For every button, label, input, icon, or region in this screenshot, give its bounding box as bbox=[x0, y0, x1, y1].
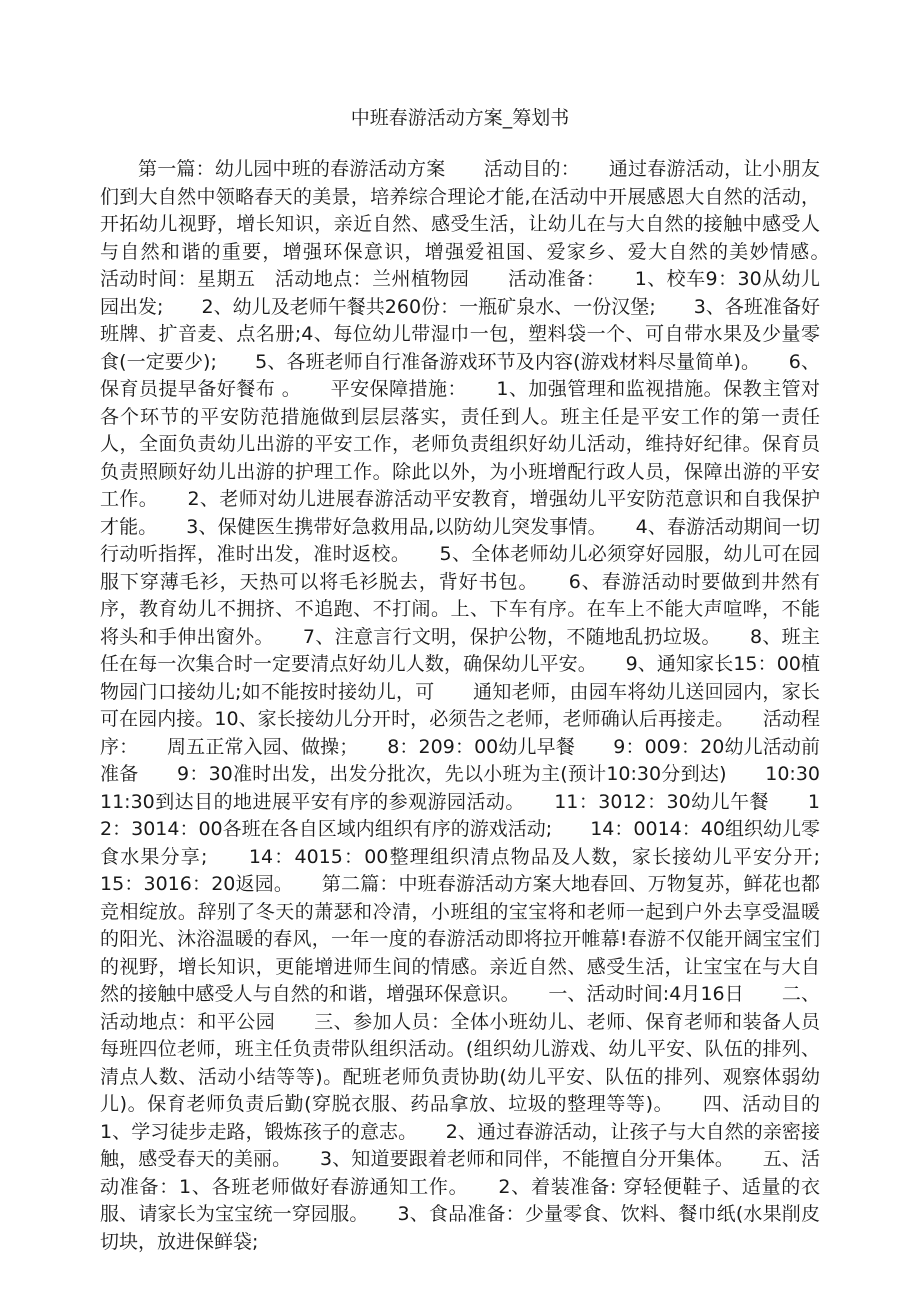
document-title: 中班春游活动方案_筹划书 bbox=[350, 107, 570, 129]
document-body-text: 第一篇：幼儿园中班的春游活动方案 活动目的： 通过春游活动，让小朋友们到大自然中领略春天的美景，培养综合理论才能,在活动中开展感恩大自然的活动，开拓幼儿视野，增长知识，亲近自然、感受生活，让幼儿在与大自然的接触中感受人与自然和谐的重要，增强环保意识，增强爱祖国、爱家乡、爱大自然的美妙情感。 活动时间：星期五 活动地点：兰州植物园 活动准备： 1、校车9：30从幼儿园出发; 2、幼儿及老师午餐共260份：一瓶矿泉水、一份汉堡; 3、各班准备好班牌、扩音麦、点名册;4、每位幼儿带湿巾一包，塑料袋一个、可自带水果及少量零食(一定要少); 5、各班老师自行准备游戏环节及内容(游戏材料尽量简单)。 6、保育员提早备好餐布 。 平安保障措施： 1、加强管理和监视措施。保教主管对各个环节的平安防范措施做到层层落实，责任到人。班主任是平安工作的第一责任人，全面负责幼儿出游的平安工作，老师负责组织好幼儿活动，维持好纪律。保育员负责照顾好幼儿出游的护理工作。除此以外，为小班增配行政人员，保障出游的平安工作。 2、老师对幼儿进展春游活动平安教育，增强幼儿平安防范意识和自我保护才能。 3、保健医生携带好急救用品,以防幼儿突发事情。 4、春游活动期间一切行动听指挥，准时出发，准时返校。 5、全体老师幼儿必须穿好园服，幼儿可在园服下穿薄毛衫，天热可以将毛衫脱去，背好书包。 6、春游活动时要做到井然有序，教育幼儿不拥挤、不追跑、不打闹。上、下车有序。在车上不能大声喧哗，不能将头和手伸出窗外。 7、注意言行文明，保护公物，不随地乱扔垃圾。 8、班主任在每一次集合时一定要清点好幼儿人数，确保幼儿平安。 9、通知家长15：00植物园门口接幼儿;如不能按时接幼儿，可 通知老师，由园车将幼儿送回园内，家长可在园内接。10、家长接幼儿分开时，必须告之老师，老师确认后再接走。 活动程序： 周五正常入园、做操； 8：209：00幼儿早餐 9：009：20幼儿活动前准备 9：30准时出发，出发分批次，先以小班为主(预计10:30分到达) 10:3011:30到达目的地进展平安有序的参观游园活动。 11：3012：30幼儿午餐 12：3014：00各班在各自区域内组织有序的游戏活动; 14：0014：40组织幼儿零食水果分享; 14：4015：00整理组织清点物品及人数，家长接幼儿平安分开; 15：3016：20返园。 第二篇：中班春游活动方案大地春回、万物复苏，鲜花也都竞相绽放。辞别了冬天的萧瑟和冷清，小班组的宝宝将和老师一起到户外去享受温暖的阳光、沐浴温暖的春风，一年一度的春游活动即将拉开帷幕!春游不仅能开阔宝宝们的视野，增长知识，更能增进师生间的情感。亲近自然、感受生活，让宝宝在与大自然的接触中感受人与自然的和谐，增强环保意识。 一、活动时间:4月16日 二、活动地点：和平公园 三、参加人员：全体小班幼儿、老师、保育老师和装备人员 每班四位老师，班主任负责带队组织活动。(组织幼儿游戏、幼儿平安、队伍的排列、清点人数、活动小结等等)。配班老师负责协助(幼儿平安、队伍的排列、观察体弱幼儿)。保育老师负责后勤(穿脱衣服、药品拿放、垃圾的整理等等)。 四、活动目的 1、学习徒步走路，锻炼孩子的意志。 2、通过春游活动，让孩子与大自然的亲密接触，感受春天的美丽。 3、知道要跟着老师和同伴，不能擅自分开集体。 五、活动准备：1、各班老师做好春游通知工作。 2、着装准备: 穿轻便鞋子、适量的衣服、请家长为宝宝统一穿园服。 3、食品准备：少量零食、饮料、餐巾纸(水果削皮切块，放进保鲜袋; bbox=[100, 158, 859, 1253]
